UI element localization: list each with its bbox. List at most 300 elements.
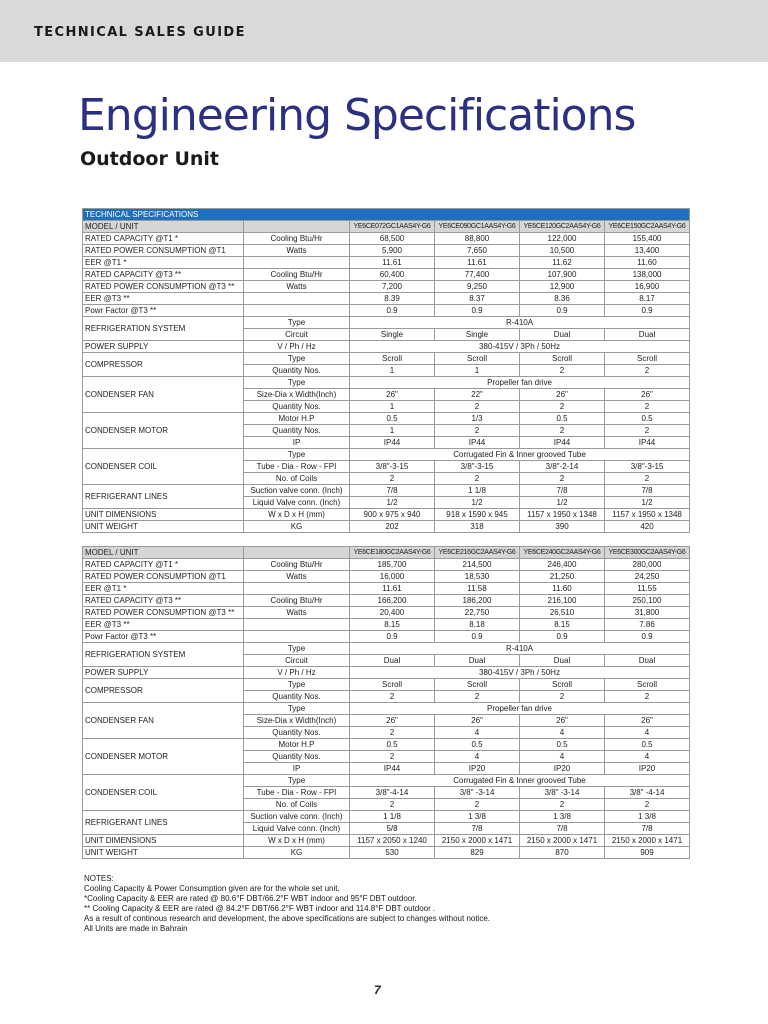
cell: 0.9 bbox=[435, 631, 520, 643]
row-unit: Motor H.P bbox=[244, 739, 350, 751]
cell: 9,250 bbox=[435, 281, 520, 293]
cell: 0.9 bbox=[605, 305, 690, 317]
cell: 0.9 bbox=[605, 631, 690, 643]
row-label: UNIT DIMENSIONS bbox=[83, 509, 244, 521]
cell: 1157 x 1950 x 1348 bbox=[605, 509, 690, 521]
cell: 2 bbox=[520, 691, 605, 703]
row-unit: Motor H.P bbox=[244, 413, 350, 425]
model-name: YE6CE150GC2AAS4Y-G6 bbox=[605, 221, 690, 233]
row-label: EER @T1 * bbox=[83, 583, 244, 595]
cell: 2 bbox=[605, 425, 690, 437]
cell: Dual bbox=[435, 655, 520, 667]
cell: 5,900 bbox=[350, 245, 435, 257]
note-line: As a result of continous research and development, the above specifications are subject to changes without notice. bbox=[84, 914, 491, 923]
row-unit: KG bbox=[244, 847, 350, 859]
cell: 13,400 bbox=[605, 245, 690, 257]
table-row bbox=[83, 221, 690, 233]
row-unit: Quantity Nos. bbox=[244, 691, 350, 703]
row-unit bbox=[244, 305, 350, 317]
row-unit bbox=[244, 293, 350, 305]
cell: 2 bbox=[435, 473, 520, 485]
table-row bbox=[83, 775, 690, 787]
cell: 4 bbox=[520, 727, 605, 739]
row-unit: Liquid Valve conn. (Inch) bbox=[244, 497, 350, 509]
cell: 2 bbox=[350, 799, 435, 811]
row-unit: IP bbox=[244, 437, 350, 449]
cell: IP44 bbox=[520, 437, 605, 449]
header-bar bbox=[0, 0, 768, 62]
cell: 909 bbox=[605, 847, 690, 859]
table-row bbox=[83, 571, 690, 583]
cell: Scroll bbox=[350, 679, 435, 691]
table-row bbox=[83, 293, 690, 305]
row-label: RATED POWER CONSUMPTION @T1 bbox=[83, 571, 244, 583]
cell: 8.37 bbox=[435, 293, 520, 305]
row-unit: W x D x H (mm) bbox=[244, 835, 350, 847]
cell: 4 bbox=[435, 727, 520, 739]
cell: 26" bbox=[520, 715, 605, 727]
row-label: RATED POWER CONSUMPTION @T1 bbox=[83, 245, 244, 257]
cell: IP20 bbox=[435, 763, 520, 775]
row-unit: Cooling Btu/Hr bbox=[244, 233, 350, 245]
cell: 1 1/8 bbox=[350, 811, 435, 823]
row-label: RATED CAPACITY @T1 * bbox=[83, 233, 244, 245]
cell: Propeller fan drive bbox=[350, 703, 690, 715]
cell: 22,750 bbox=[435, 607, 520, 619]
note-line: All Units are made in Bahrain bbox=[84, 924, 188, 933]
cell: 1 bbox=[435, 365, 520, 377]
row-unit: Quantity Nos. bbox=[244, 751, 350, 763]
row-unit: Watts bbox=[244, 245, 350, 257]
cell: 0.5 bbox=[520, 739, 605, 751]
row-unit: V / Ph / Hz bbox=[244, 667, 350, 679]
note-line: *Cooling Capacity & EER are rated @ 80.6°F DBT/66.2°F WBT indoor and 95°F DBT outdoor. bbox=[84, 894, 417, 903]
cell: R-410A bbox=[350, 643, 690, 655]
row-label: CONDENSER MOTOR bbox=[83, 413, 244, 449]
cell: 1157 x 1950 x 1348 bbox=[520, 509, 605, 521]
cell: IP20 bbox=[520, 763, 605, 775]
model-name: YE6CE072GC1AAS4Y-G6 bbox=[350, 221, 435, 233]
cell: 7,650 bbox=[435, 245, 520, 257]
cell: 11.55 bbox=[605, 583, 690, 595]
note-line: ** Cooling Capacity & EER are rated @ 84.2°F DBT/66.2°F WBT indoor and 114.8°F DBT outdoor . bbox=[84, 904, 436, 913]
cell: 107,900 bbox=[520, 269, 605, 281]
table-row bbox=[83, 643, 690, 655]
table-row bbox=[83, 619, 690, 631]
cell: 0.9 bbox=[350, 305, 435, 317]
cell: 3/8" -3-14 bbox=[520, 787, 605, 799]
cell: 4 bbox=[435, 751, 520, 763]
model-label: MODEL / UNIT bbox=[83, 547, 244, 559]
cell: 2150 x 2000 x 1471 bbox=[520, 835, 605, 847]
cell: 2 bbox=[435, 691, 520, 703]
cell: 380-415V / 3Ph / 50Hz bbox=[350, 667, 690, 679]
cell: 390 bbox=[520, 521, 605, 533]
cell: 31,800 bbox=[605, 607, 690, 619]
table-row bbox=[83, 703, 690, 715]
row-unit: Liquid Valve conn. (Inch) bbox=[244, 823, 350, 835]
row-unit: KG bbox=[244, 521, 350, 533]
cell: 26" bbox=[350, 715, 435, 727]
spec-table-1 bbox=[82, 208, 690, 533]
table-row bbox=[83, 233, 690, 245]
table-row bbox=[83, 245, 690, 257]
row-unit: Quantity Nos. bbox=[244, 727, 350, 739]
model-name-highlighted: YE6CE300GC2AAS4Y-G6 bbox=[605, 547, 690, 559]
row-label: EER @T3 ** bbox=[83, 293, 244, 305]
cell: 0.9 bbox=[350, 631, 435, 643]
row-unit bbox=[244, 631, 350, 643]
table-row bbox=[83, 413, 690, 425]
cell: 2 bbox=[605, 691, 690, 703]
cell: Corrugated Fin & Inner grooved Tube bbox=[350, 449, 690, 461]
cell: 216,100 bbox=[520, 595, 605, 607]
row-label: REFRIGERANT LINES bbox=[83, 485, 244, 509]
cell: 16,900 bbox=[605, 281, 690, 293]
row-unit bbox=[244, 583, 350, 595]
table-row bbox=[83, 811, 690, 823]
cell: 7,200 bbox=[350, 281, 435, 293]
cell: 60,400 bbox=[350, 269, 435, 281]
cell: 8.39 bbox=[350, 293, 435, 305]
cell: 1/2 bbox=[520, 497, 605, 509]
cell: 20,400 bbox=[350, 607, 435, 619]
guide-title: TECHNICAL SALES GUIDE bbox=[34, 25, 246, 40]
cell: 0.5 bbox=[605, 739, 690, 751]
cell: 2 bbox=[520, 473, 605, 485]
row-unit: Type bbox=[244, 317, 350, 329]
cell: 7/8 bbox=[350, 485, 435, 497]
cell: Dual bbox=[350, 655, 435, 667]
cell: 250,100 bbox=[605, 595, 690, 607]
cell: R-410A bbox=[350, 317, 690, 329]
page-number: 7 bbox=[374, 983, 381, 997]
table-row bbox=[83, 835, 690, 847]
row-unit: Type bbox=[244, 449, 350, 461]
cell: Scroll bbox=[435, 679, 520, 691]
notes-block bbox=[84, 874, 490, 934]
cell: 0.5 bbox=[605, 413, 690, 425]
cell: 1/2 bbox=[350, 497, 435, 509]
cell: 420 bbox=[605, 521, 690, 533]
row-label: Powr Factor @T3 ** bbox=[83, 631, 244, 643]
cell: 0.9 bbox=[435, 305, 520, 317]
table-row bbox=[83, 595, 690, 607]
spacer-cell bbox=[244, 221, 350, 233]
row-label: RATED CAPACITY @T3 ** bbox=[83, 595, 244, 607]
row-unit: Circuit bbox=[244, 329, 350, 341]
cell: 4 bbox=[605, 751, 690, 763]
row-unit: Type bbox=[244, 703, 350, 715]
cell: 318 bbox=[435, 521, 520, 533]
cell: 1/2 bbox=[435, 497, 520, 509]
cell: 12,900 bbox=[520, 281, 605, 293]
cell: 1 3/8 bbox=[605, 811, 690, 823]
row-label: CONDENSER FAN bbox=[83, 377, 244, 413]
cell: 0.5 bbox=[435, 739, 520, 751]
row-unit: Size-Dia x Width(Inch) bbox=[244, 715, 350, 727]
cell: 8.17 bbox=[605, 293, 690, 305]
cell: Dual bbox=[605, 655, 690, 667]
table-row bbox=[83, 449, 690, 461]
cell: Dual bbox=[520, 329, 605, 341]
row-unit: Type bbox=[244, 679, 350, 691]
row-unit: Suction valve conn. (Inch) bbox=[244, 485, 350, 497]
cell: 4 bbox=[520, 751, 605, 763]
cell: 5/8 bbox=[350, 823, 435, 835]
page-title: Engineering Specifications bbox=[78, 90, 636, 141]
row-unit: V / Ph / Hz bbox=[244, 341, 350, 353]
cell: 2 bbox=[350, 727, 435, 739]
row-unit: Type bbox=[244, 353, 350, 365]
cell: 7/8 bbox=[605, 485, 690, 497]
cell: Scroll bbox=[520, 679, 605, 691]
cell: 11.60 bbox=[605, 257, 690, 269]
cell: 77,400 bbox=[435, 269, 520, 281]
cell: 11.60 bbox=[520, 583, 605, 595]
row-unit: Tube - Dia - Row - FPI bbox=[244, 787, 350, 799]
cell: 7/8 bbox=[435, 823, 520, 835]
cell: 2 bbox=[605, 473, 690, 485]
cell: IP44 bbox=[435, 437, 520, 449]
cell: 2 bbox=[520, 425, 605, 437]
row-label: POWER SUPPLY bbox=[83, 341, 244, 353]
cell: 202 bbox=[350, 521, 435, 533]
row-unit: W x D x H (mm) bbox=[244, 509, 350, 521]
cell: 3/8"-3-15 bbox=[350, 461, 435, 473]
row-unit: Quantity Nos. bbox=[244, 425, 350, 437]
cell: 11.58 bbox=[435, 583, 520, 595]
row-unit: IP bbox=[244, 763, 350, 775]
cell: IP20 bbox=[605, 763, 690, 775]
table-row bbox=[83, 341, 690, 353]
cell: Single bbox=[350, 329, 435, 341]
table-row bbox=[83, 269, 690, 281]
cell: 0.5 bbox=[350, 739, 435, 751]
cell: 11.61 bbox=[435, 257, 520, 269]
cell: 26" bbox=[605, 715, 690, 727]
model-name: YE6CE090GC1AAS4Y-G6 bbox=[435, 221, 520, 233]
notes-heading: NOTES: bbox=[84, 874, 114, 883]
cell: 918 x 1590 x 945 bbox=[435, 509, 520, 521]
cell: Single bbox=[435, 329, 520, 341]
row-label: RATED CAPACITY @T1 * bbox=[83, 559, 244, 571]
cell: Scroll bbox=[605, 353, 690, 365]
cell: 829 bbox=[435, 847, 520, 859]
cell: 2 bbox=[605, 799, 690, 811]
cell: 3/8"-3-15 bbox=[435, 461, 520, 473]
cell: 1 bbox=[350, 401, 435, 413]
cell: 0.9 bbox=[520, 305, 605, 317]
row-label: RATED CAPACITY @T3 ** bbox=[83, 269, 244, 281]
table-row bbox=[83, 679, 690, 691]
row-unit: Suction valve conn. (Inch) bbox=[244, 811, 350, 823]
cell: 26" bbox=[435, 715, 520, 727]
cell: 2150 x 2000 x 1471 bbox=[435, 835, 520, 847]
row-label: POWER SUPPLY bbox=[83, 667, 244, 679]
row-label: UNIT WEIGHT bbox=[83, 521, 244, 533]
table-row bbox=[83, 281, 690, 293]
cell: 1 bbox=[350, 425, 435, 437]
cell: 16,000 bbox=[350, 571, 435, 583]
model-label: MODEL / UNIT bbox=[83, 221, 244, 233]
table-row bbox=[83, 317, 690, 329]
cell: 26,510 bbox=[520, 607, 605, 619]
cell: 2 bbox=[520, 365, 605, 377]
cell: 900 x 975 x 940 bbox=[350, 509, 435, 521]
cell: 1157 x 2050 x 1240 bbox=[350, 835, 435, 847]
table-row bbox=[83, 583, 690, 595]
cell: 10,500 bbox=[520, 245, 605, 257]
row-label: EER @T3 ** bbox=[83, 619, 244, 631]
cell: 2 bbox=[435, 401, 520, 413]
table-row bbox=[83, 667, 690, 679]
cell: 8.18 bbox=[435, 619, 520, 631]
cell: 2 bbox=[605, 365, 690, 377]
cell: 138,000 bbox=[605, 269, 690, 281]
row-label: RATED POWER CONSUMPTION @T3 ** bbox=[83, 607, 244, 619]
cell: 870 bbox=[520, 847, 605, 859]
cell: 8.15 bbox=[520, 619, 605, 631]
cell: 7/8 bbox=[520, 823, 605, 835]
cell: 0.9 bbox=[520, 631, 605, 643]
cell: 2 bbox=[350, 751, 435, 763]
cell: 8.15 bbox=[350, 619, 435, 631]
cell: 22" bbox=[435, 389, 520, 401]
row-unit bbox=[244, 257, 350, 269]
cell: 0.5 bbox=[520, 413, 605, 425]
row-unit: Cooling Btu/Hr bbox=[244, 595, 350, 607]
table-row bbox=[83, 257, 690, 269]
cell: 26" bbox=[520, 389, 605, 401]
cell: 1/3 bbox=[435, 413, 520, 425]
model-name: YE6CE216GC2AAS4Y-G6 bbox=[435, 547, 520, 559]
cell: 11.62 bbox=[520, 257, 605, 269]
row-unit: Watts bbox=[244, 281, 350, 293]
cell: 166,200 bbox=[350, 595, 435, 607]
cell: Scroll bbox=[350, 353, 435, 365]
note-line: Cooling Capacity & Power Consumption given are for the whole set unit. bbox=[84, 884, 340, 893]
table-row bbox=[83, 547, 690, 559]
row-label: COMPRESSOR bbox=[83, 679, 244, 703]
model-name: YE6CE120GC2AAS4Y-G6 bbox=[520, 221, 605, 233]
model-name-highlighted: YE6CE240GC2AAS4Y-G6 bbox=[520, 547, 605, 559]
row-unit: Size-Dia x Width(Inch) bbox=[244, 389, 350, 401]
cell: 1/2 bbox=[605, 497, 690, 509]
cell: 214,500 bbox=[435, 559, 520, 571]
row-unit: Type bbox=[244, 775, 350, 787]
table-row bbox=[83, 521, 690, 533]
cell: IP44 bbox=[605, 437, 690, 449]
table-row bbox=[83, 739, 690, 751]
row-unit: Quantity Nos. bbox=[244, 365, 350, 377]
table-row bbox=[83, 607, 690, 619]
cell: 21,250 bbox=[520, 571, 605, 583]
row-unit: Tube - Dia - Row - FPI bbox=[244, 461, 350, 473]
table-row bbox=[83, 377, 690, 389]
row-label: UNIT DIMENSIONS bbox=[83, 835, 244, 847]
table-row bbox=[83, 559, 690, 571]
page-subtitle: Outdoor Unit bbox=[80, 148, 220, 170]
cell: 68,500 bbox=[350, 233, 435, 245]
cell: 26" bbox=[350, 389, 435, 401]
spec-table-2 bbox=[82, 546, 690, 859]
cell: 122,000 bbox=[520, 233, 605, 245]
row-label: REFRIGERATION SYSTEM bbox=[83, 643, 244, 667]
cell: 8.36 bbox=[520, 293, 605, 305]
cell: 185,700 bbox=[350, 559, 435, 571]
cell: 7.86 bbox=[605, 619, 690, 631]
spacer-cell bbox=[244, 547, 350, 559]
table-row bbox=[83, 631, 690, 643]
row-label: REFRIGERANT LINES bbox=[83, 811, 244, 835]
cell: Scroll bbox=[435, 353, 520, 365]
cell: IP44 bbox=[350, 437, 435, 449]
row-label: UNIT WEIGHT bbox=[83, 847, 244, 859]
table-row bbox=[83, 353, 690, 365]
cell: 155,400 bbox=[605, 233, 690, 245]
table-row bbox=[83, 847, 690, 859]
row-unit: Type bbox=[244, 377, 350, 389]
cell: 3/8"-3-15 bbox=[605, 461, 690, 473]
row-unit: Type bbox=[244, 643, 350, 655]
cell: Dual bbox=[605, 329, 690, 341]
cell: 280,000 bbox=[605, 559, 690, 571]
cell: 1 3/8 bbox=[520, 811, 605, 823]
row-unit: Cooling Btu/Hr bbox=[244, 559, 350, 571]
cell: 26" bbox=[605, 389, 690, 401]
row-unit: No. of Coils bbox=[244, 473, 350, 485]
cell: 530 bbox=[350, 847, 435, 859]
row-label: RATED POWER CONSUMPTION @T3 ** bbox=[83, 281, 244, 293]
table-row bbox=[83, 305, 690, 317]
row-unit: Cooling Btu/Hr bbox=[244, 269, 350, 281]
cell: 24,250 bbox=[605, 571, 690, 583]
cell: Propeller fan drive bbox=[350, 377, 690, 389]
cell: 2 bbox=[350, 473, 435, 485]
cell: 2 bbox=[350, 691, 435, 703]
row-label: CONDENSER COIL bbox=[83, 775, 244, 811]
cell: 88,800 bbox=[435, 233, 520, 245]
cell: 1 1/8 bbox=[435, 485, 520, 497]
cell: 2 bbox=[520, 401, 605, 413]
cell: 18,530 bbox=[435, 571, 520, 583]
row-label: Powr Factor @T3 ** bbox=[83, 305, 244, 317]
cell: 1 bbox=[350, 365, 435, 377]
cell: Dual bbox=[520, 655, 605, 667]
row-unit: Watts bbox=[244, 571, 350, 583]
cell: 11.61 bbox=[350, 257, 435, 269]
cell: 3/8" -4-14 bbox=[605, 787, 690, 799]
row-unit: Quantity Nos. bbox=[244, 401, 350, 413]
cell: 0.5 bbox=[350, 413, 435, 425]
row-label: EER @T1 * bbox=[83, 257, 244, 269]
row-label: CONDENSER COIL bbox=[83, 449, 244, 485]
cell: 2 bbox=[435, 425, 520, 437]
cell: Corrugated Fin & Inner grooved Tube bbox=[350, 775, 690, 787]
table-row bbox=[83, 509, 690, 521]
cell: 2 bbox=[520, 799, 605, 811]
cell: IP44 bbox=[350, 763, 435, 775]
cell: Scroll bbox=[605, 679, 690, 691]
cell: 1 3/8 bbox=[435, 811, 520, 823]
cell: 2 bbox=[435, 799, 520, 811]
cell: 11.61 bbox=[350, 583, 435, 595]
row-label: COMPRESSOR bbox=[83, 353, 244, 377]
cell: 380-415V / 3Ph / 50Hz bbox=[350, 341, 690, 353]
cell: 3/8"-2-14 bbox=[520, 461, 605, 473]
row-unit bbox=[244, 619, 350, 631]
